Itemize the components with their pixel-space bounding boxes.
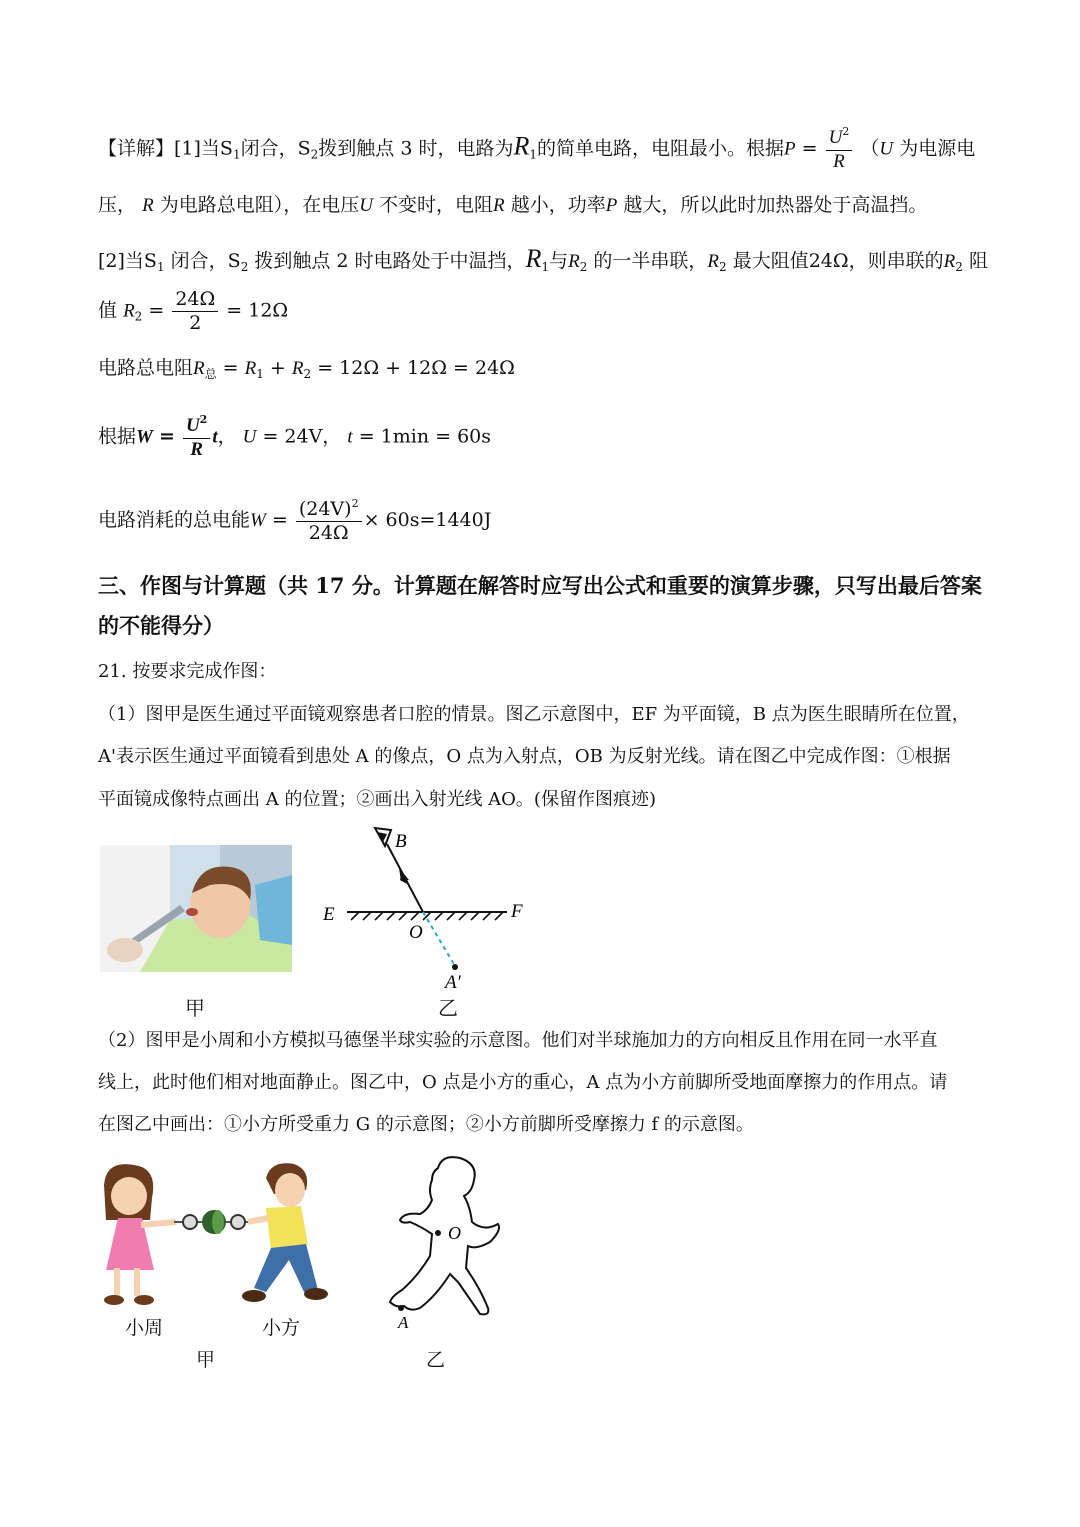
label-O: O <box>409 922 423 943</box>
body-outline <box>390 1157 499 1314</box>
q21-part1-line3: 平面镜成像特点画出 A 的位置；②画出入射光线 AO。(保留作图痕迹) <box>98 789 656 810</box>
fig1-caption-jia: 甲 <box>185 996 205 1020</box>
q21-part2-line2: 线上，此时他们相对地面静止。图乙中，O 点是小方的重心，A 点为小方前脚所受地面摩擦力的作用点。请 <box>98 1072 948 1093</box>
dashed-image-line <box>423 912 455 966</box>
fig1-caption-yi: 乙 <box>438 996 458 1020</box>
detail-line-6: 根据W = $\frac{U^2}{R}$ t， U = 24V， t = 1min = 60s <box>98 413 491 460</box>
power-formula: $\frac{U^2}{R}$ <box>826 125 853 174</box>
label-B: B <box>395 831 407 852</box>
detail-line-1: 【详解】[1]当$S_1$闭合，$S_2$拨到触点 3 时，电路为$R_1$的简单电路，电阻最小。根据P = $\frac{U^2}{R}$ （U 为电源电 <box>98 125 976 172</box>
label-F: F <box>511 901 523 922</box>
mirror-diagram <box>315 820 545 1020</box>
fig2-caption-jia: 甲 <box>196 1349 216 1371</box>
name-zhou: 小周 <box>125 1317 164 1339</box>
eye-icon <box>375 828 391 846</box>
name-fang: 小方 <box>262 1317 301 1339</box>
q21-part2-line1: （2）图甲是小周和小方模拟马德堡半球实验的示意图。他们对半球施加力的方向相反且作用在同一水平直 <box>98 1030 938 1051</box>
label-A: A <box>398 1313 409 1332</box>
fig2-caption-yi: 乙 <box>426 1349 446 1371</box>
detail-line-2: 压， R 为电路总电阻），在电压U 不变时，电阻R 越小，功率P 越大，所以此时加热器处于高温挡。 <box>98 194 928 216</box>
detail-line-5: 电路总电阻$R_总 = R_1 + R_2 = 12\Omega + 12\Omega = 24\Omega$ <box>98 357 515 381</box>
q21-part1-line2: A'表示医生通过平面镜看到患处 A 的像点，O 点为入射点，OB 为反射光线。请在图乙中完成作图：①根据 <box>98 746 951 767</box>
detail-line-4: 值 $R_2$ = $\frac{24\Omega}{2}$ = 12Ω <box>98 288 289 334</box>
q21-part2-line3: 在图乙中画出：①小方所受重力 G 的示意图；②小方前脚所受摩擦力 f 的示意图。 <box>98 1114 754 1135</box>
label-E: E <box>323 904 335 925</box>
label-O-2: O <box>448 1223 461 1243</box>
q21-title: 21. 按要求完成作图： <box>98 661 277 682</box>
boy-figure <box>242 1163 328 1302</box>
mirror-hatching <box>351 912 503 920</box>
section-heading: 三、作图与计算题（共 17 分。计算题在解答时应写出公式和重要的演算步骤，只写出最后答案的不能得分） <box>98 573 982 638</box>
fang-outline-diagram <box>380 1150 505 1335</box>
magdeburg-cartoon <box>96 1160 336 1315</box>
hemispheres-icon <box>174 1210 256 1234</box>
point-A <box>398 1305 404 1311</box>
girl-figure <box>104 1164 176 1305</box>
detail-line-3: [2]当$S_1$ 闭合，$S_2$ 拨到触点 2 时电路处于中温挡，$R_1$与$R_2$ 的一半串联，$R_2$ 最大阻值24Ω，则串联的$R_2$ 阻 <box>98 244 988 274</box>
dentist-photo <box>100 845 292 972</box>
r2-fraction: $\frac{24\Omega}{2}$ <box>172 288 218 335</box>
energy-formula: $\frac{U^2}{R}$ <box>183 413 210 462</box>
detail-line-7: 电路消耗的总电能W = $\frac{(24V)^2}{24\Omega}$ × 60s=1440J <box>98 497 492 544</box>
point-O <box>435 1230 441 1236</box>
energy-calc-fraction: $\frac{(24V)^2}{24\Omega}$ <box>296 497 362 545</box>
label-A-prime: A′ <box>445 972 461 993</box>
point-A-prime <box>452 964 458 970</box>
q21-part1-line1: （1）图甲是医生通过平面镜观察患者口腔的情景。图乙示意图中，EF 为平面镜，B 点为医生眼睛所在位置， <box>98 704 970 725</box>
